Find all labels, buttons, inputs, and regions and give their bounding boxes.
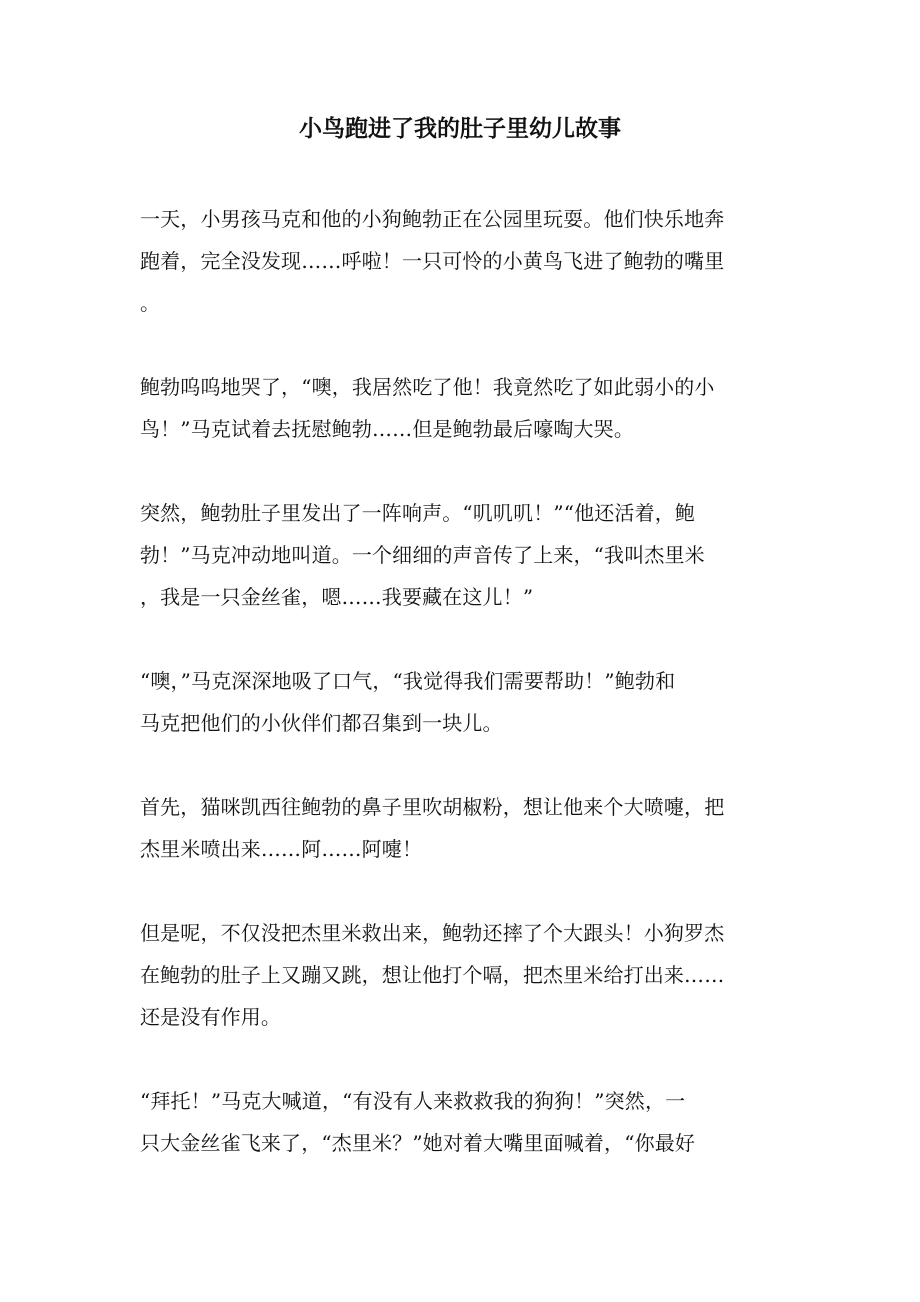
text-line: “拜托！”马克大喊道，“有没有人来救救我的狗狗！”突然，一 [140, 1089, 686, 1113]
paragraph-5 [140, 786, 780, 870]
text-line: 跑着，完全没发现……呼啦！一只可怜的小黄鸟飞进了鲍勃的嘴里 [140, 249, 725, 273]
page-title: 小鸟跑进了我的肚子里幼儿故事 [299, 115, 621, 142]
text-line: 鸟！”马克试着去抚慰鲍勃……但是鲍勃最后嚎啕大哭。 [140, 417, 634, 441]
text-line: 马克把他们的小伙伴们都召集到一块儿。 [140, 711, 503, 735]
text-line: 突然，鲍勃肚子里发出了一阵响声。“叽叽叽！”“他还活着，鲍 [140, 501, 696, 525]
text-line: 但是呢，不仅没把杰里米救出来，鲍勃还摔了个大跟头！小狗罗杰 [140, 921, 725, 945]
text-line: 勃！”马克冲动地叫道。一个细细的声音传了上来，“我叫杰里米 [140, 543, 705, 567]
text-line: 。 [140, 291, 161, 315]
text-line: “噢，”马克深深地吸了口气，“我觉得我们需要帮助！”鲍勃和 [140, 669, 676, 693]
text-line: ，我是一只金丝雀，嗯……我要藏在这儿！” [140, 585, 534, 609]
text-line: 一天，小男孩马克和他的小狗鲍勃正在公园里玩耍。他们快乐地奔 [140, 207, 725, 231]
paragraph-6 [140, 912, 780, 1038]
paragraph-4 [140, 660, 780, 744]
paragraph-3 [140, 492, 780, 618]
text-line: 鲍勃呜呜地哭了，“噢，我居然吃了他！我竟然吃了如此弱小的小 [140, 375, 715, 399]
paragraph-2 [140, 366, 780, 450]
text-line: 还是没有作用。 [140, 1005, 282, 1029]
story-body [140, 198, 780, 1164]
text-line: 杰里米喷出来……阿……阿嚏！ [140, 837, 423, 861]
text-line: 在鲍勃的肚子上又蹦又跳，想让他打个嗝，把杰里米给打出来…… [140, 963, 725, 987]
paragraph-7 [140, 1080, 780, 1164]
text-line: 只大金丝雀飞来了，“杰里米？”她对着大嘴里面喊着，“你最好 [140, 1131, 696, 1155]
text-line: 首先，猫咪凯西往鲍勃的鼻子里吹胡椒粉，想让他来个大喷嚏，把 [140, 795, 725, 819]
paragraph-1 [140, 198, 780, 324]
